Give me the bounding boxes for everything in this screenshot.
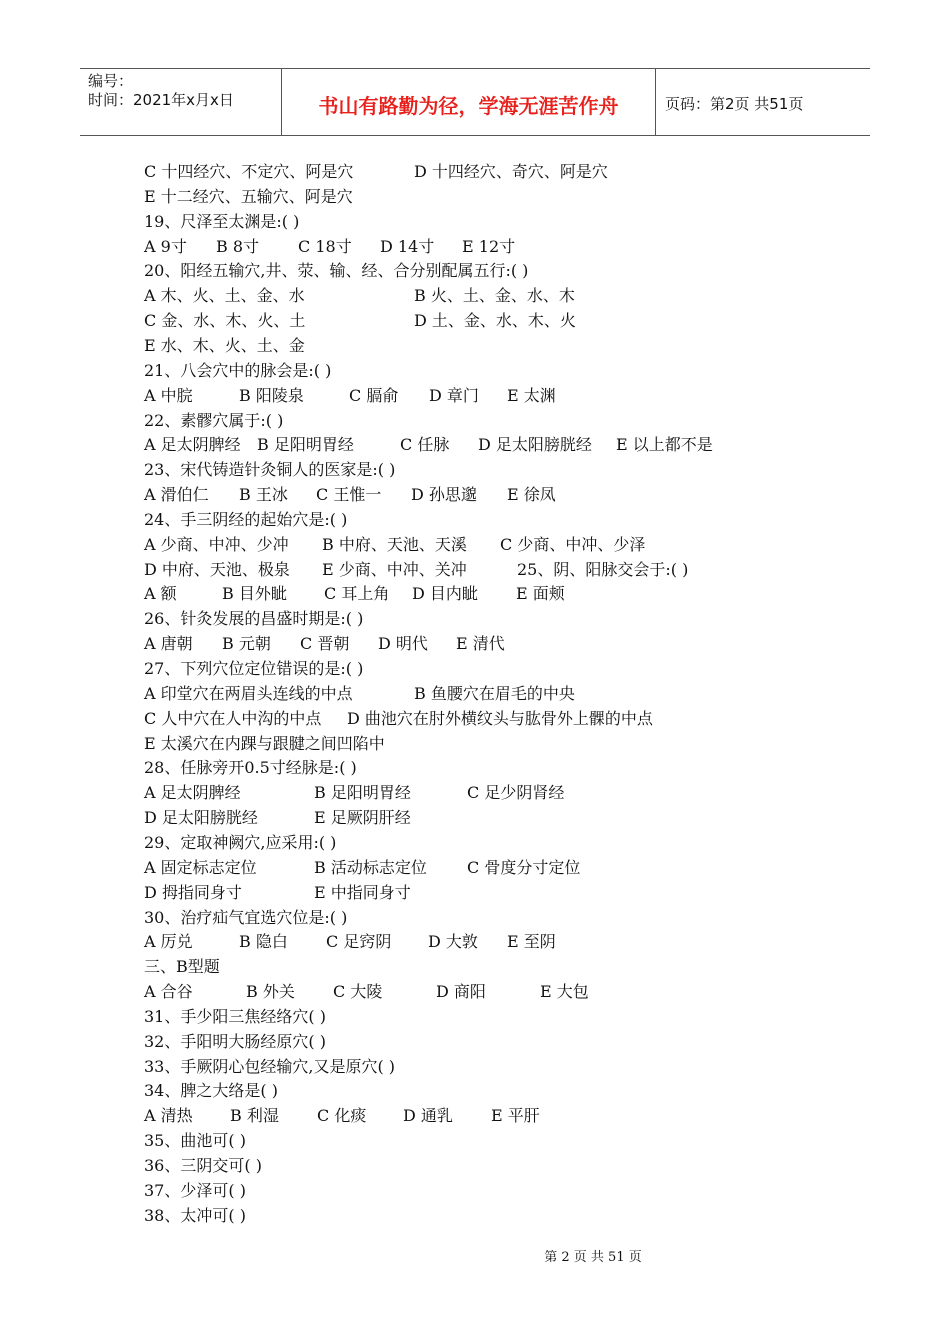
line-item: A 固定标志定位 bbox=[144, 857, 257, 877]
option-item: B 中府、天池、天溪 bbox=[322, 534, 467, 554]
line-item: A 厉兑 bbox=[144, 932, 193, 952]
option-item: E 至阴 bbox=[507, 932, 556, 952]
line-item: 29、定取神阙穴,应采用:( ) bbox=[144, 832, 337, 852]
option-item: C 晋朝 bbox=[300, 634, 350, 654]
line-item: 20、阳经五输穴,井、荥、输、经、合分别配属五行:( ) bbox=[144, 261, 529, 281]
option-item: D 通乳 bbox=[403, 1106, 453, 1126]
option-item: C 足窍阴 bbox=[326, 932, 392, 952]
option-item: D 明代 bbox=[378, 634, 428, 654]
option-item: E 少商、中冲、关冲 bbox=[322, 559, 467, 579]
line-item: 34、脾之大络是( ) bbox=[144, 1081, 278, 1101]
line-item: 23、宋代铸造针灸铜人的医家是:( ) bbox=[144, 460, 396, 480]
option-item: C 少商、中冲、少泽 bbox=[500, 534, 646, 554]
line-item: A 合谷 bbox=[144, 982, 193, 1002]
line-item: D 中府、天池、极泉 bbox=[144, 559, 290, 579]
option-item: D 商阳 bbox=[436, 982, 486, 1002]
option-item: C 任脉 bbox=[400, 435, 450, 455]
header-meta bbox=[88, 72, 234, 110]
option-item: E 以上都不是 bbox=[616, 435, 713, 455]
line-item: 19、尺泽至太渊是:( ) bbox=[144, 211, 300, 231]
option-item: D 14寸 bbox=[380, 236, 435, 256]
line-item: 35、曲池可( ) bbox=[144, 1131, 246, 1151]
option-item: D 足太阳膀胱经 bbox=[478, 435, 592, 455]
option-item: C 化痰 bbox=[317, 1106, 367, 1126]
option-item: B 元朝 bbox=[222, 634, 271, 654]
header-page-label: 页码：第2页 共51页 bbox=[665, 95, 804, 113]
line-item: A 清热 bbox=[144, 1106, 193, 1126]
option-item: E 徐凤 bbox=[507, 485, 556, 505]
option-item: D 十四经穴、奇穴、阿是穴 bbox=[414, 162, 608, 181]
time-label: 时间：2021年x月x日 bbox=[88, 91, 234, 109]
line-item: C 金、水、木、火、土 bbox=[144, 311, 306, 331]
option-item: E 太渊 bbox=[507, 385, 556, 405]
option-item: E 大包 bbox=[540, 982, 589, 1002]
option-item: B 火、土、金、水、木 bbox=[414, 286, 575, 306]
option-item: 25、阴、阳脉交会于:( ) bbox=[517, 559, 689, 579]
header-motto: 书山有路勤为径，学海无涯苦作舟 bbox=[318, 94, 619, 118]
option-item: C 耳上角 bbox=[324, 584, 390, 604]
option-item: C 膈俞 bbox=[349, 385, 399, 405]
line-item: E 太溪穴在内踝与跟腱之间凹陷中 bbox=[144, 733, 385, 753]
option-item: D 曲池穴在肘外横纹头与肱骨外上髁的中点 bbox=[347, 708, 653, 728]
option-item: B 足阳明胃经 bbox=[314, 783, 411, 803]
line-item: E 水、木、火、土、金 bbox=[144, 335, 305, 355]
code-label: 编号： bbox=[88, 72, 134, 90]
line-item: A 木、火、土、金、水 bbox=[144, 286, 305, 306]
line-item: A 足太阴脾经 bbox=[144, 783, 241, 803]
option-item: C 骨度分寸定位 bbox=[467, 857, 581, 877]
line-item: 36、三阴交可( ) bbox=[144, 1156, 262, 1175]
header-bottom-rule bbox=[80, 135, 870, 136]
line-item: D 足太阳膀胱经 bbox=[144, 808, 258, 828]
header-top-rule bbox=[80, 68, 870, 69]
option-item: E 足厥阴肝经 bbox=[314, 808, 411, 828]
page-footer bbox=[0, 1246, 950, 1265]
option-item: E 平肝 bbox=[491, 1106, 540, 1126]
option-item: B 鱼腰穴在眉毛的中央 bbox=[414, 683, 575, 703]
line-item: 32、手阳明大肠经原穴( ) bbox=[144, 1031, 326, 1051]
line-item: 27、下列穴位定位错误的是:( ) bbox=[144, 659, 364, 678]
option-item: C 足少阴肾经 bbox=[467, 783, 565, 803]
line-item: A 足太阴脾经 bbox=[144, 435, 241, 455]
line-item: A 滑伯仁 bbox=[144, 485, 209, 505]
line-item: 33、手厥阴心包经输穴,又是原穴( ) bbox=[144, 1056, 396, 1076]
option-item: B 隐白 bbox=[239, 932, 288, 952]
option-item: C 王惟一 bbox=[316, 485, 382, 505]
option-item: E 面颊 bbox=[516, 584, 565, 604]
header-divider-right bbox=[655, 68, 656, 135]
line-item: D 拇指同身寸 bbox=[144, 882, 242, 902]
line-item: E 十二经穴、五输穴、阿是穴 bbox=[144, 186, 353, 206]
line-item: A 中脘 bbox=[144, 385, 193, 405]
option-item: C 大陵 bbox=[333, 982, 383, 1002]
line-item: 30、治疗疝气宜选穴位是:( ) bbox=[144, 907, 348, 927]
option-item: B 8寸 bbox=[216, 236, 260, 256]
option-item: D 目内眦 bbox=[412, 584, 478, 604]
option-item: D 章门 bbox=[429, 385, 479, 405]
option-item: B 阳陵泉 bbox=[239, 385, 304, 405]
line-item: 24、手三阴经的起始穴是:( ) bbox=[144, 509, 348, 529]
line-item: 三、B型题 bbox=[144, 957, 220, 977]
option-item: B 外关 bbox=[246, 982, 295, 1002]
option-item: D 土、金、水、木、火 bbox=[414, 311, 576, 331]
line-item: 22、素髎穴属于:( ) bbox=[144, 410, 284, 430]
line-item: 37、少泽可( ) bbox=[144, 1180, 246, 1200]
line-item: 38、太冲可( ) bbox=[144, 1205, 246, 1225]
line-item: A 额 bbox=[144, 584, 177, 604]
option-item: E 中指同身寸 bbox=[314, 882, 411, 902]
line-item: A 少商、中冲、少冲 bbox=[144, 534, 289, 554]
line-item: 31、手少阳三焦经络穴( ) bbox=[144, 1006, 326, 1026]
option-item: B 足阳明胃经 bbox=[257, 435, 354, 455]
footer-page-number: 第 2 页 共 51 页 bbox=[544, 1250, 642, 1265]
line-item: C 十四经穴、不定穴、阿是穴 bbox=[144, 162, 354, 181]
line-item: A 唐朝 bbox=[144, 634, 193, 654]
line-item: A 9寸 bbox=[144, 236, 187, 256]
line-item: 21、八会穴中的脉会是:( ) bbox=[144, 360, 332, 380]
line-item: 28、任脉旁开0.5寸经脉是:( ) bbox=[144, 758, 357, 778]
option-item: B 活动标志定位 bbox=[314, 857, 427, 877]
option-item: E 12寸 bbox=[462, 236, 516, 256]
option-item: D 孙思邈 bbox=[411, 485, 477, 505]
option-item: B 王冰 bbox=[239, 485, 288, 505]
option-item: B 利湿 bbox=[230, 1106, 279, 1126]
line-item: C 人中穴在人中沟的中点 bbox=[144, 708, 322, 728]
line-item: 26、针灸发展的昌盛时期是:( ) bbox=[144, 609, 364, 629]
line-item: A 印堂穴在两眉头连线的中点 bbox=[144, 683, 353, 703]
option-item: D 大敦 bbox=[428, 932, 478, 952]
option-item: E 清代 bbox=[456, 634, 505, 654]
option-item: C 18寸 bbox=[298, 236, 352, 256]
option-item: B 目外眦 bbox=[222, 584, 287, 604]
